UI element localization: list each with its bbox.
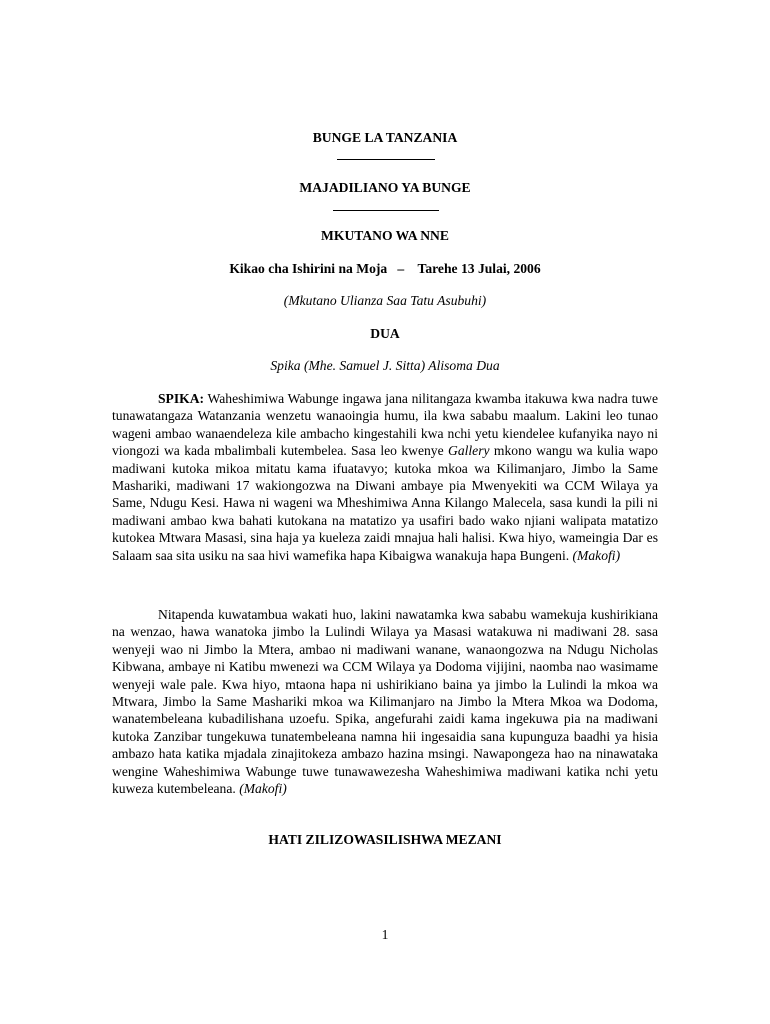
title-underline <box>337 159 435 160</box>
opening-note: (Mkutano Ulianza Saa Tatu Asubuhi) <box>283 293 487 308</box>
paragraph-spika <box>112 390 658 564</box>
gallery-term: Gallery <box>448 443 490 459</box>
section-heading-hati: HATI ZILIZOWASILISHWA MEZANI <box>268 832 502 847</box>
subtitle-underline <box>333 210 439 211</box>
applause-note: (Makofi) <box>239 781 287 797</box>
page-number: 1 <box>381 927 389 942</box>
applause-note: (Makofi) <box>572 547 621 563</box>
document-title: BUNGE LA TANZANIA <box>312 130 458 145</box>
session-heading: Kikao cha Ishirini na Moja – Tarehe 13 Julai, 2006 <box>229 261 541 276</box>
paragraph-text: mkono wangu wa kulia wapo madiwani kutoka mikoa mitatu kama ifuatavyo; kutoka mkoa wa Kilimanjaro, Jimbo la Same Mashariki, madiwani 17 wakiongozwa na Diwani ambaye pia Mwenyekiti wa CCM Wilaya ya Same, Ndugu Kesi. Hawa ni wageni wa Mheshimiwa Anna Kilango Malecela, sasa kundi la pili ni madiwani ambao kwa bahati kutokana na matatizo ya usafiri bado wako njiani walipata matatizo kutokea Mtwara Masasi, sina haja ya kueleza zaidi mnajua hali halisi. Kwa hiyo, wameingia Dar es Salaam saa sita usiku na saa hivi wamefika hapa Kibaigwa wanakuja hapa Bungeni. <box>112 443 658 563</box>
dua-heading: DUA <box>370 326 400 341</box>
paragraph-text: Waheshimiwa Wabunge ingawa jana nilitangaza kwamba itakuwa kwa nadra tuwe tunawatangaza Watanzania wenzetu wanaoingia humu, ila kwa sababu maalum. Lakini leo tunao wageni ambao wanaendeleza kile ambacho kingestahili kwa nchi yetu kiendelee kufanyika nayo ni viongozi wa kada mbalimbali kutembelea. Sasa leo kwenye <box>112 391 658 459</box>
document-subtitle: MAJADILIANO YA BUNGE <box>299 180 471 195</box>
paragraph-text: Nitapenda kuwatambua wakati huo, lakini nawatamka kwa sababu wamekuja kushirikiana na wenzao, hawa wanatoka jimbo la Lulindi Wilaya ya Masasi watakuwa ni madiwani 28. sasa wenyeji wao ni Jimbo la Mtera, ambao ni madiwani wanane, wanaongozwa na Ndugu Nicholas Kibwana, ambaye ni Katibu mwenezi wa CCM Wilaya ya Dodoma vijijini, naomba nao wasimame wenyeji wale pale. Kwa hiyo, mtaona hapa ni ushirikiano baina ya jimbo la Lulindi la mkoa wa Mtwara, Jimbo la Same Mashariki mkoa wa Kilimanjaro na Jimbo la Mtera Mkoa wa Dodoma, wanatembeleana kubadilishana uzoefu. Spika, angefurahi zaidi kama ingekuwa pia na madiwani kutoka Zanzibar tungekuwa tunatembeleana namna hii ingesaidia sana kupunguza baadhi ya hisia ambazo hata katika mjadala zinajitokeza ambazo hazina msingi. Nawapongeza hao na ninawataka wengine Waheshimiwa Wabunge tuwe tunawawezesha Waheshimiwa madiwani katika nchi yetu kuweza kutembeleana. <box>112 607 658 797</box>
meeting-heading: MKUTANO WA NNE <box>321 228 449 243</box>
paragraph-visitors <box>112 606 658 797</box>
speaker-label: SPIKA: <box>158 391 205 406</box>
dua-note: Spika (Mhe. Samuel J. Sitta) Alisoma Dua <box>270 358 500 373</box>
